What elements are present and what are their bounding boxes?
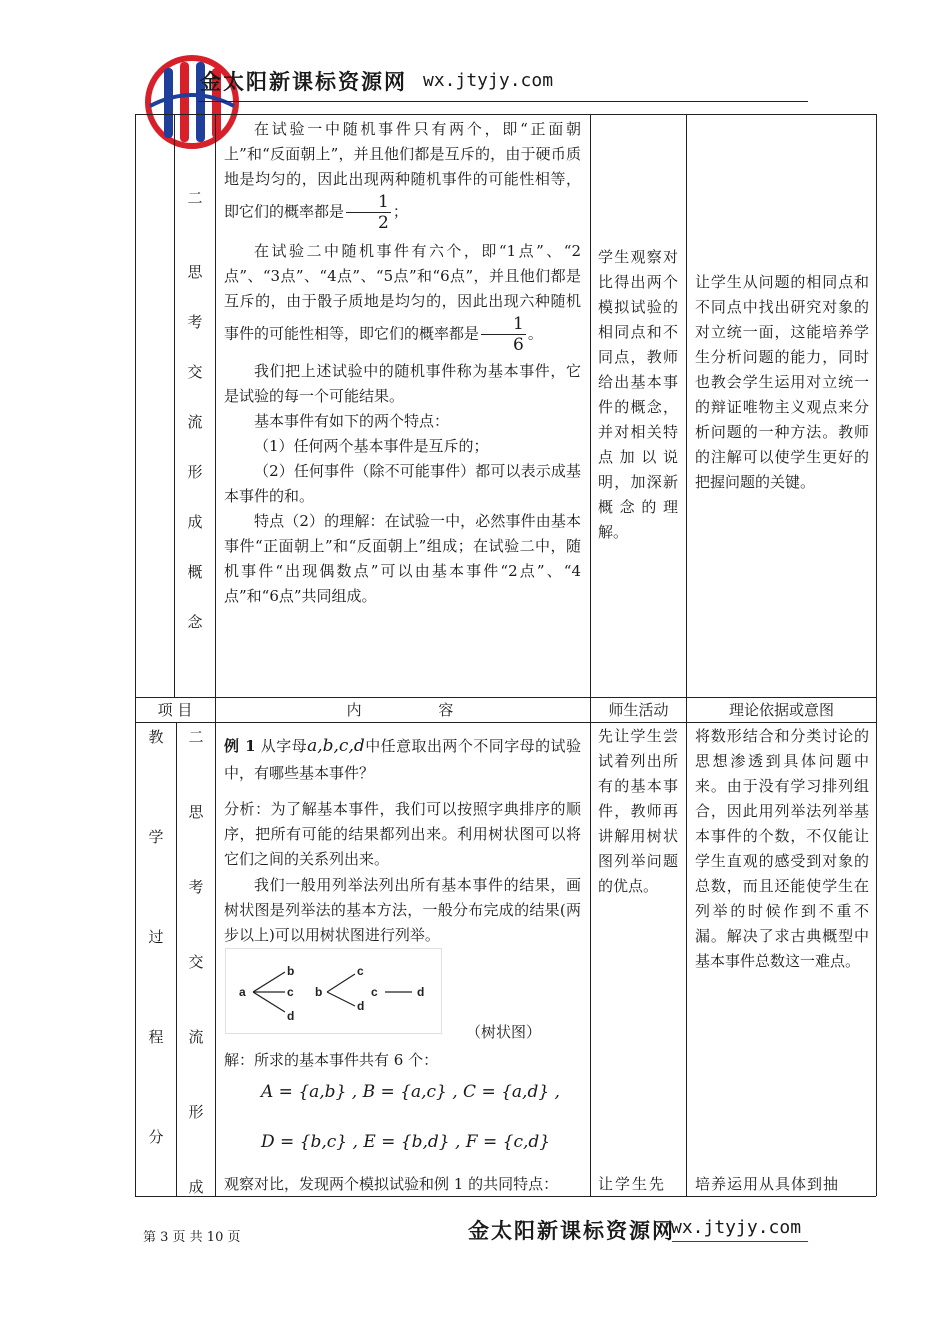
event-set-line-2: D = {b,c} , E = {b,d} , F = {c,d} <box>261 1132 551 1152</box>
fraction-one-half: $\frac{1}{2}$ <box>346 192 391 233</box>
topic-char: 成 <box>187 513 203 531</box>
sub-char: 流 <box>188 1028 204 1046</box>
stage-char: 分 <box>148 1128 164 1146</box>
tree-caption: （树状图） <box>466 1023 542 1041</box>
method-text: 我们一般用列举法列出所有基本事件的结果，画树状图是列举法的基本方法，一般分布完成的结果(两步以上)可以用树状图进行列举。 <box>224 876 581 944</box>
topic-char: 流 <box>187 413 203 431</box>
stage-char: 二 <box>187 189 203 207</box>
tree-node-a: a <box>239 985 246 999</box>
paragraph-features-intro: 基本事件有如下的两个特点： <box>254 412 450 430</box>
sub-char: 考 <box>188 878 204 896</box>
topic-char: 交 <box>187 363 203 381</box>
stage-char: 学 <box>148 828 164 846</box>
activity-text-next: 让学生先 <box>598 1175 667 1193</box>
col-divider-content <box>215 114 216 1196</box>
header-rule <box>198 101 808 102</box>
paragraph-definition: 我们把上述试验中的随机事件称为基本事件，它是试验的每一个可能结果。 <box>224 362 581 405</box>
footer-url[interactable]: wx.jtyjy.com <box>671 1217 802 1238</box>
col-divider-activity <box>590 114 591 1196</box>
stage-char: 程 <box>148 1028 164 1046</box>
col-header-activity: 师生活动 <box>608 701 669 719</box>
activity-text: 先让学生尝试着列出所有的基本事件，教师再讲解用树状图列举问题的优点。 <box>598 727 678 895</box>
concept-content <box>224 117 581 609</box>
topic-char: 概 <box>187 563 203 581</box>
sub-char: 成 <box>188 1178 204 1196</box>
col-divider-rationale <box>686 114 687 1196</box>
col-header-content: 内 容 <box>346 701 460 719</box>
col-divider-item-top <box>174 114 175 697</box>
sub-char: 二 <box>188 728 204 746</box>
tree-node-b: b <box>287 964 295 978</box>
page-number: 第 3 页 共 10 页 <box>143 1230 241 1245</box>
paragraph-trial-one: 在试验一中随机事件只有两个，即“正面朝上”和“反面朝上”，并且他们都是互斥的，由于硬币质地是均匀的，因此出现两种随机事件的可能性相等，即它们的概率都是 $\frac{1}{2}$ ； <box>224 120 581 233</box>
header-brand: 金太阳新课标资源网 <box>200 70 407 94</box>
stage-char: 教 <box>148 728 164 746</box>
sub-char: 思 <box>188 803 204 821</box>
sub-char: 交 <box>188 953 204 971</box>
tree-node-c: c <box>287 985 294 999</box>
event-set-line-1: A = {a,b} , B = {a,c} , C = {a,d} , <box>261 1082 560 1102</box>
example-label: 例 1 <box>224 737 256 755</box>
footer-url-underline <box>672 1241 808 1242</box>
footer-brand: 金太阳新课标资源网 <box>468 1219 675 1243</box>
paragraph-feature-two: （2）任何事件（除不可能事件）都可以表示成基本事件的和。 <box>224 462 581 505</box>
tree-node-d: d <box>357 999 365 1013</box>
topic-char: 思 <box>187 263 203 281</box>
topic-char: 形 <box>187 463 203 481</box>
tree-node-c-root: c <box>371 985 378 999</box>
tree-node-c: c <box>357 964 364 978</box>
fraction-one-sixth: $\frac{1}{6}$ <box>481 314 526 355</box>
tree-node-d: d <box>417 985 425 999</box>
col-header-item: 项 目 <box>157 701 193 719</box>
sub-char: 形 <box>188 1103 204 1121</box>
example-question: 例 1 从字母a,b,c,d中任意取出两个不同字母的试验中，有哪些基本事件？ <box>224 736 581 782</box>
table-border-right <box>876 114 877 1196</box>
rationale-text: 让学生从问题的相同点和不同点中找出研究对象的对立统一面，这能培养学生分析问题的能力，同时也教会学生运用对立统一的辩证唯物主义观点来分析问题的一种方法。教师的注解可以使学生更好的把握问题的关键。 <box>695 273 869 491</box>
tree-node-b-root: b <box>315 985 323 999</box>
rationale-text-next: 培养运用从具体到抽 <box>695 1175 840 1193</box>
solution-text: 解：所求的基本事件共有 6 个： <box>224 1051 439 1069</box>
rationale-text: 将数形结合和分类讨论的思想渗透到具体问题中来。由于没有学习排列组合，因此用列举法列举基本事件的个数，不仅能让学生直观的感受到对象的总数，而且还能使学生在列举的时候作到不重不漏。解决了求古典概型中基本事件总数这一难点。 <box>695 727 869 970</box>
example-letters: a,b,c,d <box>307 736 365 756</box>
tree-node-d: d <box>287 1009 295 1023</box>
topic-char: 考 <box>187 313 203 331</box>
tree-diagram <box>225 948 442 1034</box>
col-header-rationale: 理论依据或意图 <box>728 701 834 719</box>
topic-char: 念 <box>187 613 203 631</box>
paragraph-feature-explain: 特点（2）的理解：在试验一中，必然事件由基本事件“正面朝上”和“反面朝上”组成；在试验二中，随机事件“出现偶数点”可以由基本事件“2点”、“4点”和“6点”共同组成。 <box>224 512 581 605</box>
paragraph-trial-two: 在试验二中随机事件有六个，即“1点”、“2点”、“3点”、“4点”、“5点”和“6点”，并且他们都是互斥的，由于骰子质地是均匀的，因此出现六种随机事件的可能性相等，即它们的概率都是 $\frac{1}{6}$ 。 <box>224 242 581 355</box>
header-url[interactable]: wx.jtyjy.com <box>423 70 554 91</box>
activity-text: 学生观察对比得出两个模拟试验的相同点和不同点，教师给出基本事件的概念，并对相关特点加以说明，加深新概念的理解。 <box>598 248 678 541</box>
table-border-top <box>135 114 876 115</box>
analysis-text: 分析：为了解基本事件，我们可以按照字典排序的顺序，把所有可能的结果都列出来。利用树状图可以将它们之间的关系列出来。 <box>224 800 581 868</box>
paragraph-feature-one: （1）任何两个基本事件是互斥的； <box>254 437 489 455</box>
comparison-text: 观察对比，发现两个模拟试验和例 1 的共同特点： <box>224 1175 559 1193</box>
stage-char: 过 <box>148 928 164 946</box>
table-border-left <box>135 114 136 1196</box>
col-divider-item-bottom <box>176 722 177 1196</box>
